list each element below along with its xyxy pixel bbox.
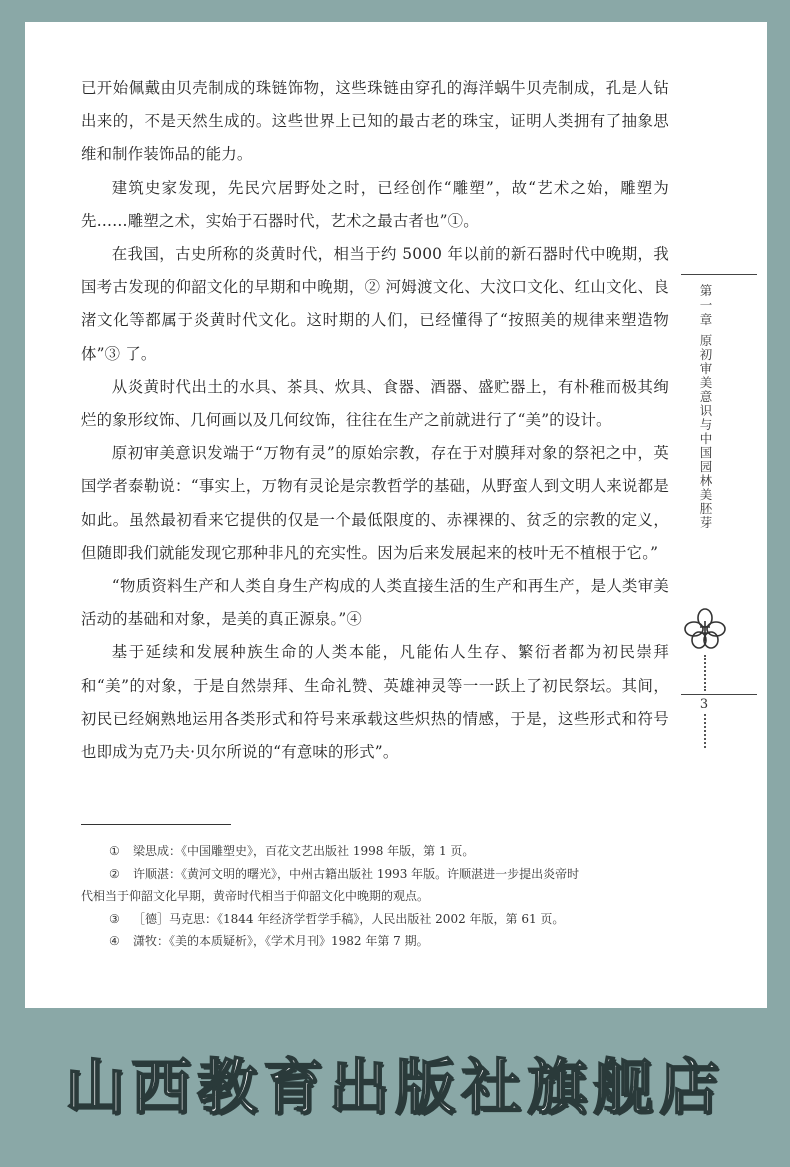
footnote-2-continued: [81, 885, 671, 908]
footnote-text: 代相当于仰韶文化早期，黄帝时代相当于仰韶文化中晚期的观点。: [81, 889, 430, 903]
paragraph-7: 基于延续和发展种族生命的人类本能，凡能佑人生存、繁衍者都为初民崇拜和“美”的对象，于是自然崇拜、生命礼赞、英雄神灵等一一跃上了初民祭坛。其间，初民已经娴熟地运用各类形式和符号来承载这些炽热的情感，于是，这些形式和符号也即成为克乃夫·贝尔所说的“有意味的形式”。: [81, 643, 669, 762]
footnote-text: 许顺湛：《黄河文明的曙光》，中州古籍出版社 1993 年版。许顺湛进一步提出炎帝时: [133, 866, 580, 881]
footnote-number: ③: [109, 911, 120, 926]
footnote-1: [81, 840, 671, 863]
footnote-3: [81, 908, 671, 931]
paragraph-5: 原初审美意识发端于“万物有灵”的原始宗教，存在于对膜拜对象的祭祀之中，英国学者泰勒说：“事实上，万物有灵论是宗教哲学的基础，从野蛮人到文明人来说都是如此。虽然最初看来它提供的仅是一个最低限度的、赤裸裸的、贫乏的宗教的定义，但随即我们就能发现它那种非凡的充实性。因为后来发展起来的枝叶无不植根于它。”: [81, 444, 669, 562]
footnote-2: [81, 863, 671, 886]
store-banner: [0, 1028, 790, 1138]
paragraph-1: 已开始佩戴由贝壳制成的珠链饰物，这些珠链由穿孔的海洋蜗牛贝壳制成，孔是人钻出来的，不是天然生成的。这些世界上已知的最古老的珠宝，证明人类拥有了抽象思维和制作装饰品的能力。: [81, 79, 669, 164]
footnote-4: [81, 930, 671, 953]
footnote-text: 潇牧：《美的本质疑析》，《学术月刊》1982 年第 7 期。: [133, 934, 429, 948]
chapter-label: 第一章: [698, 284, 713, 328]
footnote-divider: [81, 824, 231, 825]
dotted-line-bottom: [704, 714, 706, 748]
paragraph-2: 建筑史家发现，先民穴居野处之时，已经创作“雕塑”，故“艺术之始，雕塑为先……雕塑之术，实始于石器时代，艺术之最古者也”①。: [81, 178, 669, 230]
paragraph-6: “物质资料生产和人类自身生产构成的人类直接生活的生产和再生产，是人类审美活动的基础和对象，是美的真正源泉。”④: [81, 577, 669, 629]
paragraph-3: 在我国，古史所称的炎黄时代，相当于约 5000 年以前的新石器时代中晚期，我国考古发现的仰韶文化的早期和中晚期，② 河姆渡文化、大汶口文化、红山文化、良渚文化等都属于炎黄时代文化。这时期的人们，已经懂得了“按照美的规律来塑造物体”③ 了。: [81, 245, 669, 363]
body-text: [81, 72, 669, 769]
footnote-number: ②: [109, 866, 120, 881]
footnote-text: 梁思成：《中国雕塑史》，百花文艺出版社 1998 年版，第 1 页。: [133, 844, 475, 858]
footnotes: [81, 840, 671, 953]
footnote-number: ④: [109, 934, 120, 948]
footnote-text: ［德］马克思：《1844 年经济学哲学手稿》，人民出版社 2002 年版，第 61 页。: [133, 911, 565, 926]
store-name: 山西教育出版社旗舰店: [65, 1053, 725, 1123]
footnote-number: ①: [109, 844, 120, 858]
dotted-line-top: [704, 655, 706, 691]
chapter-title: 原初审美意识与中国园林美胚芽: [698, 334, 713, 530]
paragraph-4: 从炎黄时代出土的水具、茶具、炊具、食器、酒器、盛贮器上，有朴稚而极其绚烂的象形纹饰、几何画以及几何纹饰，往往在生产之前就进行了“美”的设计。: [81, 377, 669, 430]
sidebar-rule-top: [681, 274, 757, 275]
page-number: 3: [699, 697, 709, 712]
book-page: [25, 22, 767, 1008]
floral-ornament-icon: [683, 607, 727, 651]
sidebar-rule-bottom: [681, 694, 757, 695]
